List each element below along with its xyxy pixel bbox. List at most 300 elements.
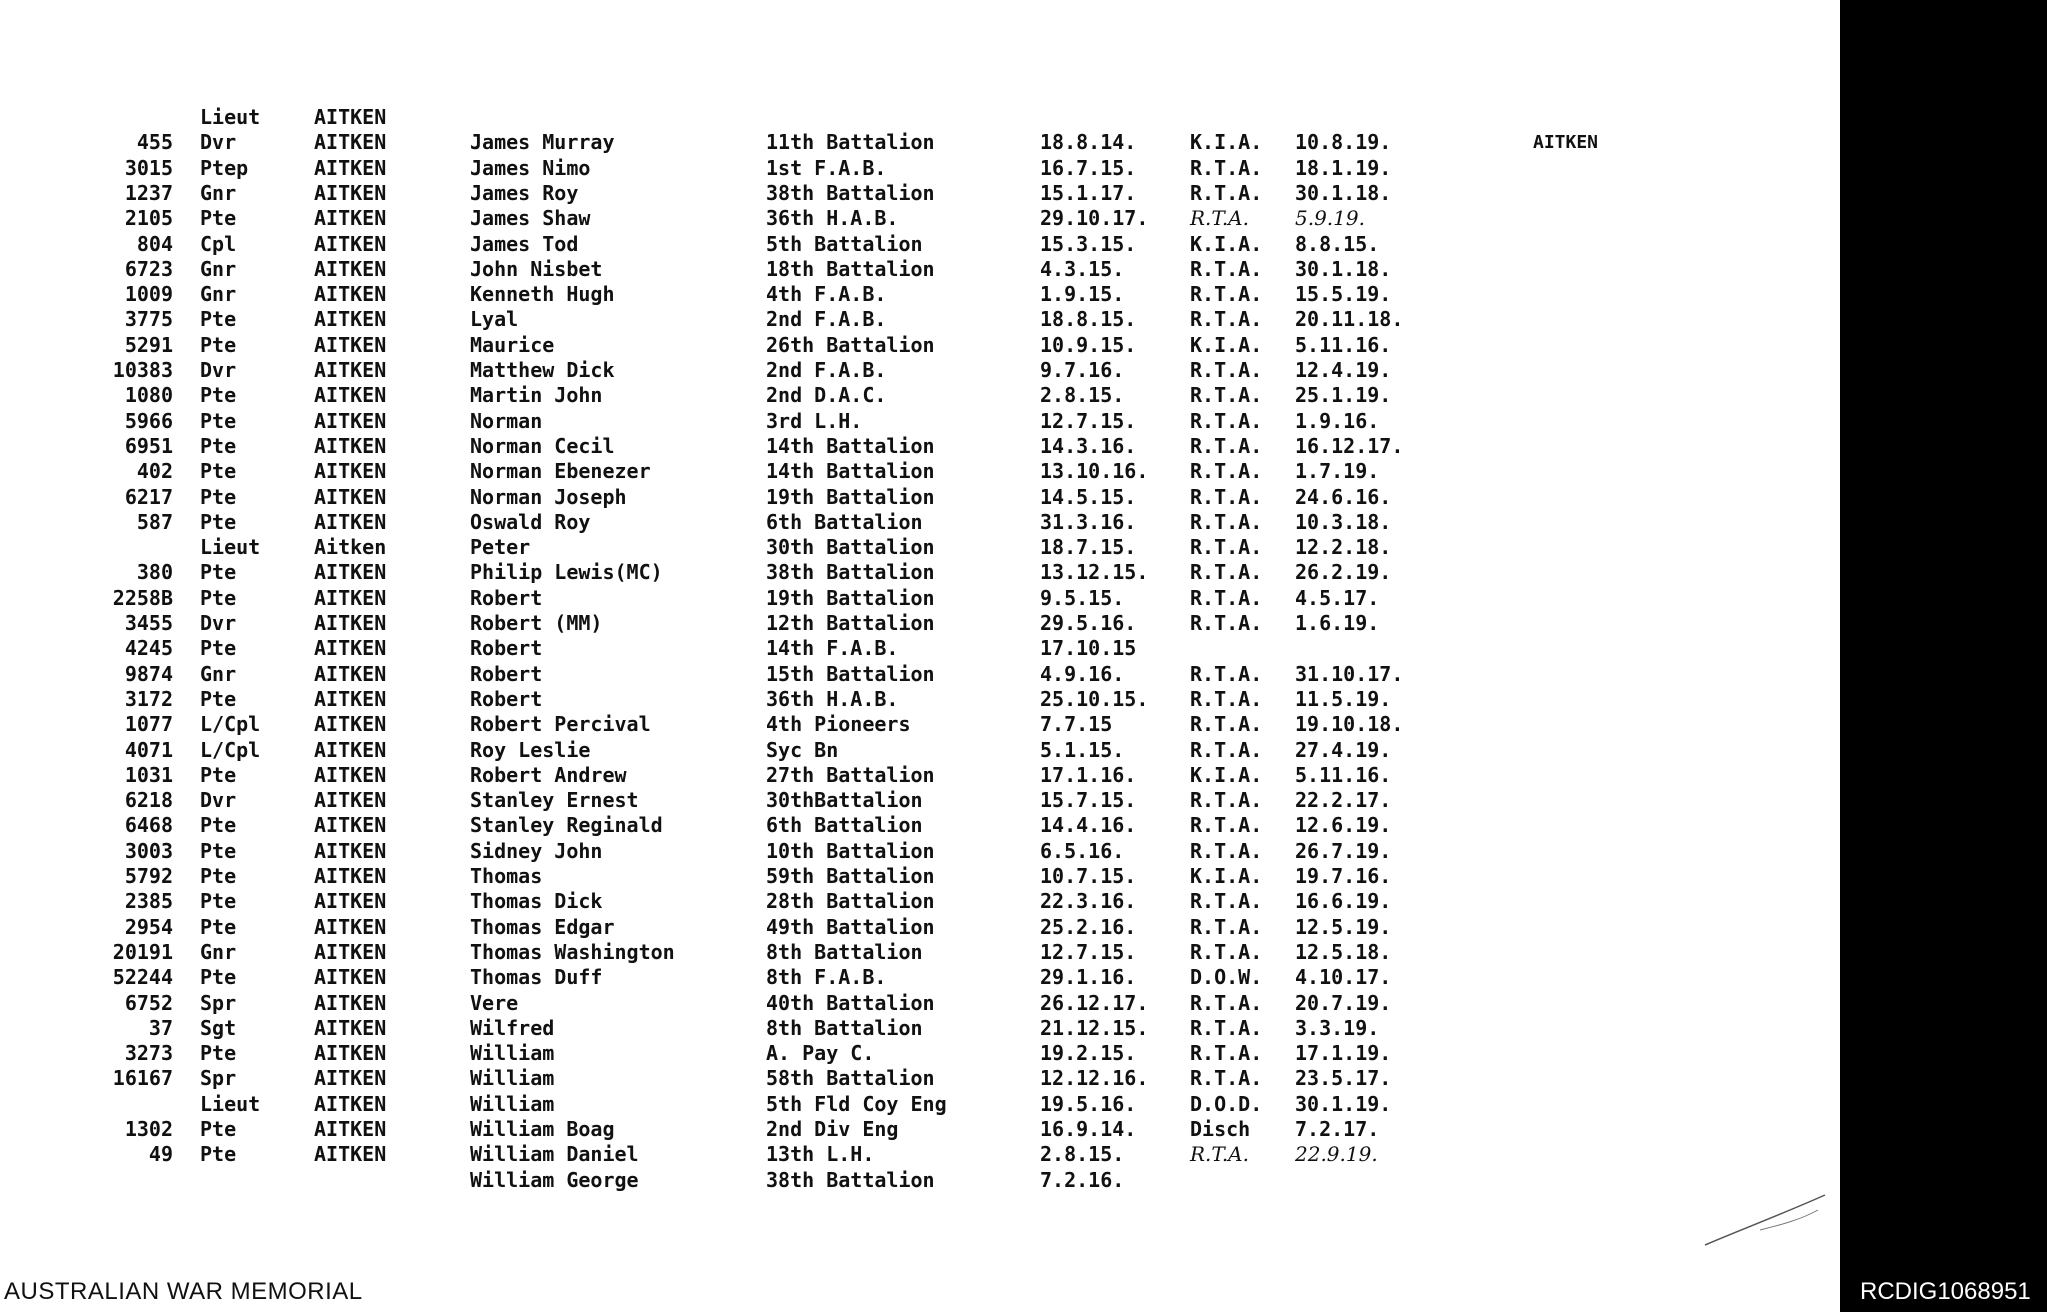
row-fate-date: 10.8.19. [1295,130,1392,154]
footer-record-id: RCDIG1068951 [1860,1278,2031,1305]
row-fate-date: 16.12.17. [1295,434,1404,458]
row-surname: AITKEN [314,560,387,584]
row-rank: Dvr [200,358,237,382]
row-fate: R.T.A. [1190,1066,1263,1090]
row-number: 2954 [124,915,173,939]
row-unit: 8th Battalion [766,940,923,964]
row-fate-date: 1.7.19. [1295,459,1380,483]
row-number: 1077 [124,712,173,736]
table-row [0,737,1840,763]
row-rank: Sgt [200,1016,237,1040]
row-unit: 2nd F.A.B. [766,307,887,331]
row-rank: Lieut [200,535,261,559]
row-surname: AITKEN [314,105,387,129]
table-row [0,155,1840,181]
row-enlist-date: 12.7.15. [1040,409,1137,433]
row-rank: Pte [200,915,237,939]
table-row [0,205,1840,231]
row-surname: AITKEN [314,282,387,306]
row-given-names: Thomas [470,864,543,888]
row-rank: Pte [200,1117,237,1141]
row-surname: AITKEN [314,307,387,331]
row-surname: AITKEN [314,1016,387,1040]
row-enlist-date: 6.5.16. [1040,839,1125,863]
row-surname: AITKEN [314,864,387,888]
table-row [0,458,1840,484]
row-rank: Pte [200,206,237,230]
row-unit: Syc Bn [766,738,839,762]
row-fate-date: 23.5.17. [1295,1066,1392,1090]
row-enlist-date: 17.1.16. [1040,763,1137,787]
table-row [0,762,1840,788]
row-fate: R.T.A. [1190,738,1263,762]
row-rank: Ptep [200,156,249,180]
row-fate: R.T.A. [1190,156,1263,180]
row-given-names: William [470,1092,555,1116]
row-enlist-date: 14.3.16. [1040,434,1137,458]
row-unit: 36th H.A.B. [766,206,899,230]
row-given-names: Oswald Roy [470,510,591,534]
table-row [0,939,1840,965]
row-unit: 58th Battalion [766,1066,935,1090]
row-fate: R.T.A. [1190,206,1249,230]
row-given-names: Matthew Dick [470,358,615,382]
table-row [0,231,1840,257]
row-given-names: Norman Joseph [470,485,627,509]
row-number: 3273 [124,1041,173,1065]
row-unit: 14th F.A.B. [766,636,899,660]
row-enlist-date: 15.1.17. [1040,181,1137,205]
table-row [0,838,1840,864]
row-unit: 28th Battalion [766,889,935,913]
row-fate: R.T.A. [1190,307,1263,331]
row-enlist-date: 15.7.15. [1040,788,1137,812]
table-row [0,484,1840,510]
row-enlist-date: 15.3.15. [1040,232,1137,256]
footer-archive-name: AUSTRALIAN WAR MEMORIAL [4,1278,363,1305]
row-surname: AITKEN [314,156,387,180]
row-given-names: William [470,1041,555,1065]
row-fate-date: 27.4.19. [1295,738,1392,762]
row-fate: R.T.A. [1190,510,1263,534]
row-number: 37 [148,1016,173,1040]
row-number: 5792 [124,864,173,888]
row-surname: AITKEN [314,206,387,230]
row-rank: Pte [200,459,237,483]
row-fate: R.T.A. [1190,662,1263,686]
row-fate-date: 1.6.19. [1295,611,1380,635]
row-rank: Pte [200,965,237,989]
row-fate: R.T.A. [1190,586,1263,610]
table-row [0,534,1840,560]
row-surname: AITKEN [314,409,387,433]
row-rank: Pte [200,687,237,711]
row-number: 4245 [124,636,173,660]
row-unit: 26th Battalion [766,333,935,357]
row-rank: Spr [200,991,237,1015]
table-row [0,509,1840,535]
row-fate: R.T.A. [1190,485,1263,509]
row-surname: AITKEN [314,510,387,534]
row-fate: R.T.A. [1190,257,1263,281]
row-number: 455 [136,130,173,154]
row-rank: Spr [200,1066,237,1090]
row-number: 6217 [124,485,173,509]
row-rank: Pte [200,636,237,660]
row-enlist-date: 16.7.15. [1040,156,1137,180]
table-row [0,1091,1840,1117]
table-row [0,332,1840,358]
row-enlist-date: 14.5.15. [1040,485,1137,509]
row-rank: L/Cpl [200,738,261,762]
row-enlist-date: 19.5.16. [1040,1092,1137,1116]
row-fate: K.I.A. [1190,763,1263,787]
table-row [0,661,1840,687]
row-given-names: Roy Leslie [470,738,591,762]
row-unit: 8th F.A.B. [766,965,887,989]
row-given-names: Thomas Duff [470,965,603,989]
table-row [0,585,1840,611]
row-unit: 59th Battalion [766,864,935,888]
row-given-names: Sidney John [470,839,603,863]
row-unit: 2nd Div Eng [766,1117,899,1141]
row-given-names: Thomas Edgar [470,915,615,939]
scan-border [1840,0,2047,1312]
row-enlist-date: 13.10.16. [1040,459,1149,483]
row-rank: Pte [200,889,237,913]
row-surname: AITKEN [314,662,387,686]
row-surname: AITKEN [314,712,387,736]
table-row [0,964,1840,990]
row-fate: R.T.A. [1190,915,1263,939]
row-enlist-date: 5.1.15. [1040,738,1125,762]
row-rank: Pte [200,839,237,863]
row-unit: 18th Battalion [766,257,935,281]
row-given-names: Robert [470,636,543,660]
row-fate-date: 7.2.17. [1295,1117,1380,1141]
row-surname: AITKEN [314,738,387,762]
row-unit: 5th Battalion [766,232,923,256]
row-given-names: William George [470,1168,639,1192]
row-number: 52244 [112,965,173,989]
table-row [0,888,1840,914]
row-surname: AITKEN [314,130,387,154]
row-enlist-date: 9.7.16. [1040,358,1125,382]
row-rank: Pte [200,864,237,888]
row-unit: 30thBattalion [766,788,923,812]
row-fate-date: 5.11.16. [1295,333,1392,357]
table-row [0,180,1840,206]
row-rank: Lieut [200,1092,261,1116]
row-given-names: Norman Ebenezer [470,459,651,483]
row-number: 3003 [124,839,173,863]
row-surname: AITKEN [314,485,387,509]
row-given-names: John Nisbet [470,257,603,281]
row-fate: R.T.A. [1190,459,1263,483]
row-fate-date: 26.7.19. [1295,839,1392,863]
row-rank: Gnr [200,257,237,281]
row-fate-date: 22.2.17. [1295,788,1392,812]
row-rank: Pte [200,1142,237,1166]
row-rank: Dvr [200,611,237,635]
row-number: 5966 [124,409,173,433]
row-number: 20191 [112,940,173,964]
row-fate-date: 30.1.19. [1295,1092,1392,1116]
row-given-names: James Murray [470,130,615,154]
row-number: 16167 [112,1066,173,1090]
row-surname: Aitken [314,535,387,559]
row-fate-date: 15.5.19. [1295,282,1392,306]
row-enlist-date: 7.7.15 [1040,712,1113,736]
row-enlist-date: 2.8.15. [1040,1142,1125,1166]
surname-index-label: AITKEN [1533,132,1599,153]
row-enlist-date: 25.10.15. [1040,687,1149,711]
row-fate: R.T.A. [1190,712,1263,736]
table-row [0,357,1840,383]
row-unit: 2nd F.A.B. [766,358,887,382]
row-surname: AITKEN [314,991,387,1015]
row-given-names: James Shaw [470,206,591,230]
row-rank: Pte [200,1041,237,1065]
row-unit: 8th Battalion [766,1016,923,1040]
row-surname: AITKEN [314,358,387,382]
row-fate-date: 22.9.19. [1295,1142,1378,1166]
row-unit: 15th Battalion [766,662,935,686]
row-enlist-date: 10.7.15. [1040,864,1137,888]
row-enlist-date: 29.10.17. [1040,206,1149,230]
table-row [0,306,1840,332]
row-fate: R.T.A. [1190,889,1263,913]
row-unit: 49th Battalion [766,915,935,939]
row-number: 1009 [124,282,173,306]
row-fate-date: 12.6.19. [1295,813,1392,837]
row-unit: 38th Battalion [766,1168,935,1192]
row-unit: 5th Fld Coy Eng [766,1092,947,1116]
row-surname: AITKEN [314,1066,387,1090]
row-given-names: Kenneth Hugh [470,282,615,306]
table-row [0,787,1840,813]
pen-stroke-mark [1700,1190,1830,1250]
table-row [0,1065,1840,1091]
row-fate-date: 25.1.19. [1295,383,1392,407]
row-rank: Gnr [200,181,237,205]
row-given-names: Robert Percival [470,712,651,736]
row-given-names: James Roy [470,181,579,205]
row-unit: 3rd L.H. [766,409,863,433]
row-given-names: William Daniel [470,1142,639,1166]
row-fate-date: 3.3.19. [1295,1016,1380,1040]
table-row [0,1040,1840,1066]
table-row [0,1167,1840,1193]
row-fate-date: 16.6.19. [1295,889,1392,913]
row-surname: AITKEN [314,1117,387,1141]
row-given-names: Wilfred [470,1016,555,1040]
row-enlist-date: 19.2.15. [1040,1041,1137,1065]
row-number: 1302 [124,1117,173,1141]
row-given-names: Thomas Dick [470,889,603,913]
row-fate-date: 30.1.18. [1295,181,1392,205]
row-number: 380 [136,560,173,584]
row-enlist-date: 29.1.16. [1040,965,1137,989]
row-fate: R.T.A. [1190,687,1263,711]
row-fate-date: 11.5.19. [1295,687,1392,711]
row-given-names: Philip Lewis(MC) [470,560,663,584]
row-unit: 12th Battalion [766,611,935,635]
row-surname: AITKEN [314,839,387,863]
row-number: 2105 [124,206,173,230]
row-rank: Dvr [200,788,237,812]
table-row [0,408,1840,434]
row-fate: R.T.A. [1190,839,1263,863]
row-fate: R.T.A. [1190,535,1263,559]
row-fate-date: 5.9.19. [1295,206,1365,230]
row-fate: R.T.A. [1190,560,1263,584]
table-row [0,863,1840,889]
row-fate-date: 19.10.18. [1295,712,1404,736]
row-fate: R.T.A. [1190,181,1263,205]
row-fate: R.T.A. [1190,1142,1249,1166]
row-enlist-date: 14.4.16. [1040,813,1137,837]
row-fate-date: 20.7.19. [1295,991,1392,1015]
row-unit: 30th Battalion [766,535,935,559]
row-fate: R.T.A. [1190,434,1263,458]
table-row [0,711,1840,737]
row-rank: Pte [200,307,237,331]
row-surname: AITKEN [314,611,387,635]
row-unit: 27th Battalion [766,763,935,787]
row-unit: 10th Battalion [766,839,935,863]
table-row [0,686,1840,712]
row-unit: 4th Pioneers [766,712,911,736]
row-number: 6723 [124,257,173,281]
row-number: 3455 [124,611,173,635]
row-given-names: Robert Andrew [470,763,627,787]
row-unit: 38th Battalion [766,181,935,205]
row-number: 402 [136,459,173,483]
row-number: 6951 [124,434,173,458]
table-row [0,812,1840,838]
row-fate: D.O.D. [1190,1092,1263,1116]
row-number: 6752 [124,991,173,1015]
row-rank: Pte [200,383,237,407]
row-fate-date: 20.11.18. [1295,307,1404,331]
row-unit: 2nd D.A.C. [766,383,887,407]
row-unit: 4th F.A.B. [766,282,887,306]
row-fate: Disch [1190,1117,1251,1141]
row-surname: AITKEN [314,889,387,913]
row-surname: AITKEN [314,788,387,812]
row-number: 6468 [124,813,173,837]
row-number: 1237 [124,181,173,205]
row-rank: Pte [200,434,237,458]
row-given-names: Norman [470,409,543,433]
row-surname: AITKEN [314,333,387,357]
row-enlist-date: 18.8.15. [1040,307,1137,331]
row-number: 4071 [124,738,173,762]
row-enlist-date: 22.3.16. [1040,889,1137,913]
row-number: 2385 [124,889,173,913]
row-fate-date: 12.5.18. [1295,940,1392,964]
row-fate-date: 12.5.19. [1295,915,1392,939]
row-fate: R.T.A. [1190,611,1263,635]
row-fate: R.T.A. [1190,991,1263,1015]
row-given-names: Martin John [470,383,603,407]
row-rank: Pte [200,586,237,610]
row-rank: L/Cpl [200,712,261,736]
row-number: 6218 [124,788,173,812]
row-fate: K.I.A. [1190,130,1263,154]
table-row [0,610,1840,636]
row-fate-date: 24.6.16. [1295,485,1392,509]
row-given-names: Lyal [470,307,519,331]
row-unit: 11th Battalion [766,130,935,154]
row-unit: 36th H.A.B. [766,687,899,711]
row-enlist-date: 4.9.16. [1040,662,1125,686]
row-fate-date: 26.2.19. [1295,560,1392,584]
row-fate: D.O.W. [1190,965,1263,989]
row-fate-date: 31.10.17. [1295,662,1404,686]
row-surname: AITKEN [314,636,387,660]
row-surname: AITKEN [314,813,387,837]
row-given-names: Robert [470,662,543,686]
row-enlist-date: 4.3.15. [1040,257,1125,281]
row-fate: K.I.A. [1190,232,1263,256]
row-unit: 14th Battalion [766,434,935,458]
row-given-names: Maurice [470,333,555,357]
row-fate: R.T.A. [1190,1016,1263,1040]
row-enlist-date: 7.2.16. [1040,1168,1125,1192]
row-enlist-date: 2.8.15. [1040,383,1125,407]
row-enlist-date: 1.9.15. [1040,282,1125,306]
row-unit: A. Pay C. [766,1041,875,1065]
row-rank: Pte [200,763,237,787]
row-enlist-date: 25.2.16. [1040,915,1137,939]
row-unit: 14th Battalion [766,459,935,483]
row-given-names: William [470,1066,555,1090]
row-given-names: Robert [470,586,543,610]
row-enlist-date: 18.8.14. [1040,130,1137,154]
row-fate: R.T.A. [1190,358,1263,382]
row-rank: Gnr [200,662,237,686]
row-unit: 13th L.H. [766,1142,875,1166]
row-enlist-date: 29.5.16. [1040,611,1137,635]
row-surname: AITKEN [314,459,387,483]
row-surname: AITKEN [314,383,387,407]
row-fate: K.I.A. [1190,864,1263,888]
row-rank: Pte [200,409,237,433]
table-row [0,914,1840,940]
row-fate-date: 12.4.19. [1295,358,1392,382]
row-fate-date: 18.1.19. [1295,156,1392,180]
row-given-names: Stanley Ernest [470,788,639,812]
row-fate: R.T.A. [1190,409,1263,433]
row-fate-date: 30.1.18. [1295,257,1392,281]
row-unit: 19th Battalion [766,586,935,610]
row-number: 3172 [124,687,173,711]
row-number: 3015 [124,156,173,180]
row-unit: 6th Battalion [766,510,923,534]
row-unit: 38th Battalion [766,560,935,584]
row-rank: Lieut [200,105,261,129]
row-number: 5291 [124,333,173,357]
row-given-names: Peter [470,535,531,559]
row-given-names: James Tod [470,232,579,256]
row-enlist-date: 18.7.15. [1040,535,1137,559]
row-number: 2258B [112,586,173,610]
row-enlist-date: 12.7.15. [1040,940,1137,964]
row-rank: Pte [200,485,237,509]
row-enlist-date: 12.12.16. [1040,1066,1149,1090]
